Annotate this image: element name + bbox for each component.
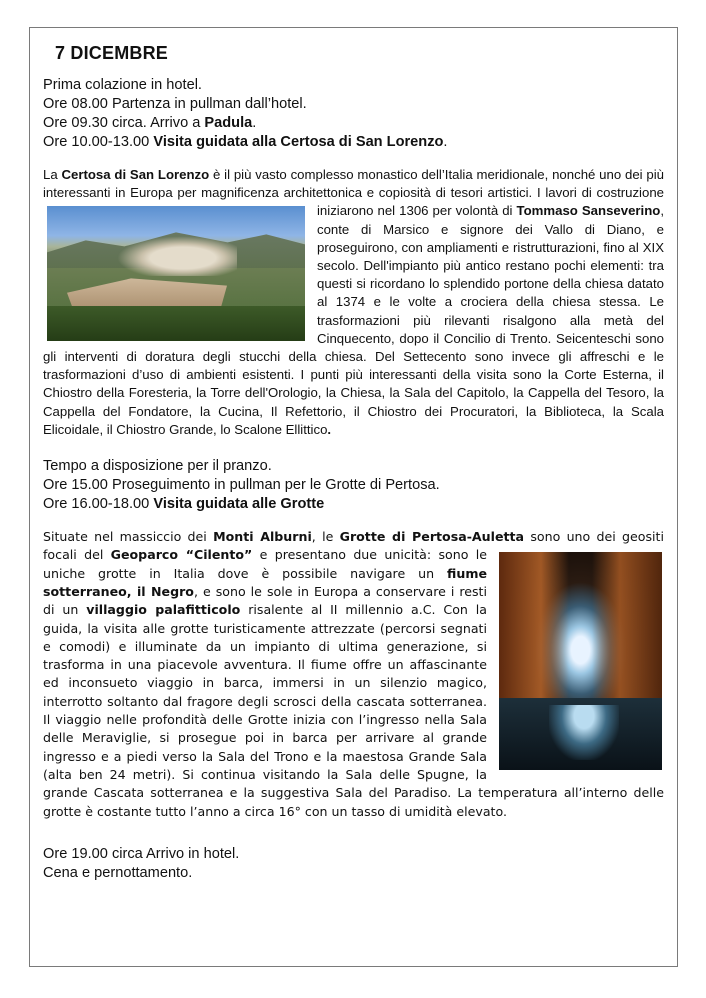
text-run: , conte di Marsico e signore dei Vallo di Diano, e proseguirono, con ampliamenti e ristrutturazioni, fino al XIX secolo. Dell'impianto più antico restano pochi elementi: tra questi si ricordano lo splendido portone della chiesa datato al 1374 e le volte a crociera della chiesa stessa. Le trasformazioni più rilevanti risalgono alla metà del Cinquecento, dopo il Concilio di Trento. Seicenteschi sono gli interventi di doratura degli stucchi della chiesa. Del Settecento sono invece gli affreschi e le trasformazioni d’uso di ambienti esistenti. I punti più interessanti della visita sono la Corte Esterna, il Chiostro della Foresteria, la Torre dell'Orologio, la Chiesa, la Sala del Capitolo, la Cappella del Tesoro, la Cappella del Fondatore, la Cucina, Il Refettorio, il Chiostro dei Procuratori, la Biblioteca, la Scala Elicoidale, il Chiostro Grande, lo Scalone Ellittico (43, 203, 664, 437)
line-text: Ore 19.00 circa Arrivo in hotel. (43, 845, 240, 862)
line-tail: . (443, 134, 448, 150)
line-text: Ore 10.00-13.00 (43, 134, 154, 150)
day-title: 7 DICEMBRE (55, 43, 169, 63)
line-highlight: Padula (204, 115, 253, 131)
text-run: La (43, 167, 62, 182)
itinerary-content (43, 43, 664, 883)
text-run: sono uno dei geositi focali del (43, 529, 664, 563)
line-tail: . (252, 115, 257, 131)
schedule-line (43, 864, 664, 883)
evening-schedule (43, 845, 664, 883)
schedule-line (43, 114, 664, 133)
line-text: Ore 15.00 Proseguimento in pullman per le Grotte di Pertosa. (43, 477, 440, 494)
text-bold: villaggio palafitticolo (86, 602, 241, 618)
text-run: e presentano due unicità: (252, 547, 439, 563)
text-run: Situate nel massiccio dei (43, 529, 214, 545)
text-run: risalente al II millennio a.C. Con la guida, la visita alle grotte turisticamente attrezzate (percorsi segnati e comodi) e illuminate da un impianto di ultima generazione, si trasforma in una piacevole avventura. Il fiume offre un affascinante ed inconsueto viaggio in barca, immersi in un silenzio magico, interrotto soltanto dal fragore degli scrosci della cascata sotterranea. Il viaggio nelle profondità delle Grotte inizia con l’ingresso nella Sala delle Meraviglie, si prosegue poi in barca per arrivare al grande ingresso e a piedi verso la Sala del Trono e la maestosa Grande Sala (alta ben 24 metri). Si continua visitando la Sala delle Spugne, la grande Cascata sotterranea e la suggestiva Sala del Paradiso. La temperatura all’interno delle grotte è costante tutto l’anno a circa 16° con un tasso di umidità elevato. (43, 602, 664, 819)
schedule-line (43, 457, 664, 476)
text-bold: Grotte di Pertosa-Auletta (339, 529, 525, 545)
text-run: , le (311, 529, 340, 545)
text-bold: Tommaso Sanseverino (516, 203, 661, 219)
text-bold: Certosa di San Lorenzo (61, 167, 210, 182)
text-run: è il più vasto complesso monastico dell’Italia meridionale, nonché uno dei più interessanti in Europa per magnificenza architettonica e copiosità di (43, 167, 664, 201)
text-run: sono le uniche grotte in Italia dove è possibile navigare un (43, 547, 487, 581)
schedule-line (43, 495, 664, 514)
text-bold: fiume sotterraneo, il Negro (43, 565, 487, 599)
certosa-panorama-photo (47, 206, 305, 341)
morning-schedule (43, 76, 664, 152)
schedule-line (43, 476, 664, 495)
line-highlight: Visita guidata alle Grotte (153, 496, 325, 513)
line-text: Tempo a disposizione per il pranzo. (43, 458, 272, 475)
cave-photo (499, 552, 662, 770)
grotte-description (43, 528, 664, 821)
schedule-line (43, 76, 664, 95)
text-run: , e sono le sole in Europa a conservare i resti di un (43, 583, 487, 618)
line-text: Ore 16.00-18.00 (43, 496, 154, 513)
schedule-line (43, 95, 664, 114)
schedule-line (43, 133, 664, 152)
text-bold: Monti Alburni (213, 529, 312, 545)
certosa-description (43, 166, 664, 439)
line-text: Prima colazione in hotel. (43, 77, 202, 93)
line-text: Cena e pernottamento. (43, 864, 193, 881)
text-bold: . (327, 421, 332, 437)
schedule-line (43, 845, 664, 864)
line-text: Ore 09.30 circa. Arrivo a (43, 115, 205, 131)
text-bold: Geoparco “Cilento” (110, 547, 253, 563)
text-run: tesori artistici. I lavori di costruzione iniziarono nel 1306 per volontà di (317, 185, 664, 219)
afternoon-schedule (43, 457, 664, 514)
line-text: Ore 08.00 Partenza in pullman dall’hotel. (43, 96, 307, 112)
line-highlight: Visita guidata alla Certosa di San Lorenzo (153, 134, 444, 150)
